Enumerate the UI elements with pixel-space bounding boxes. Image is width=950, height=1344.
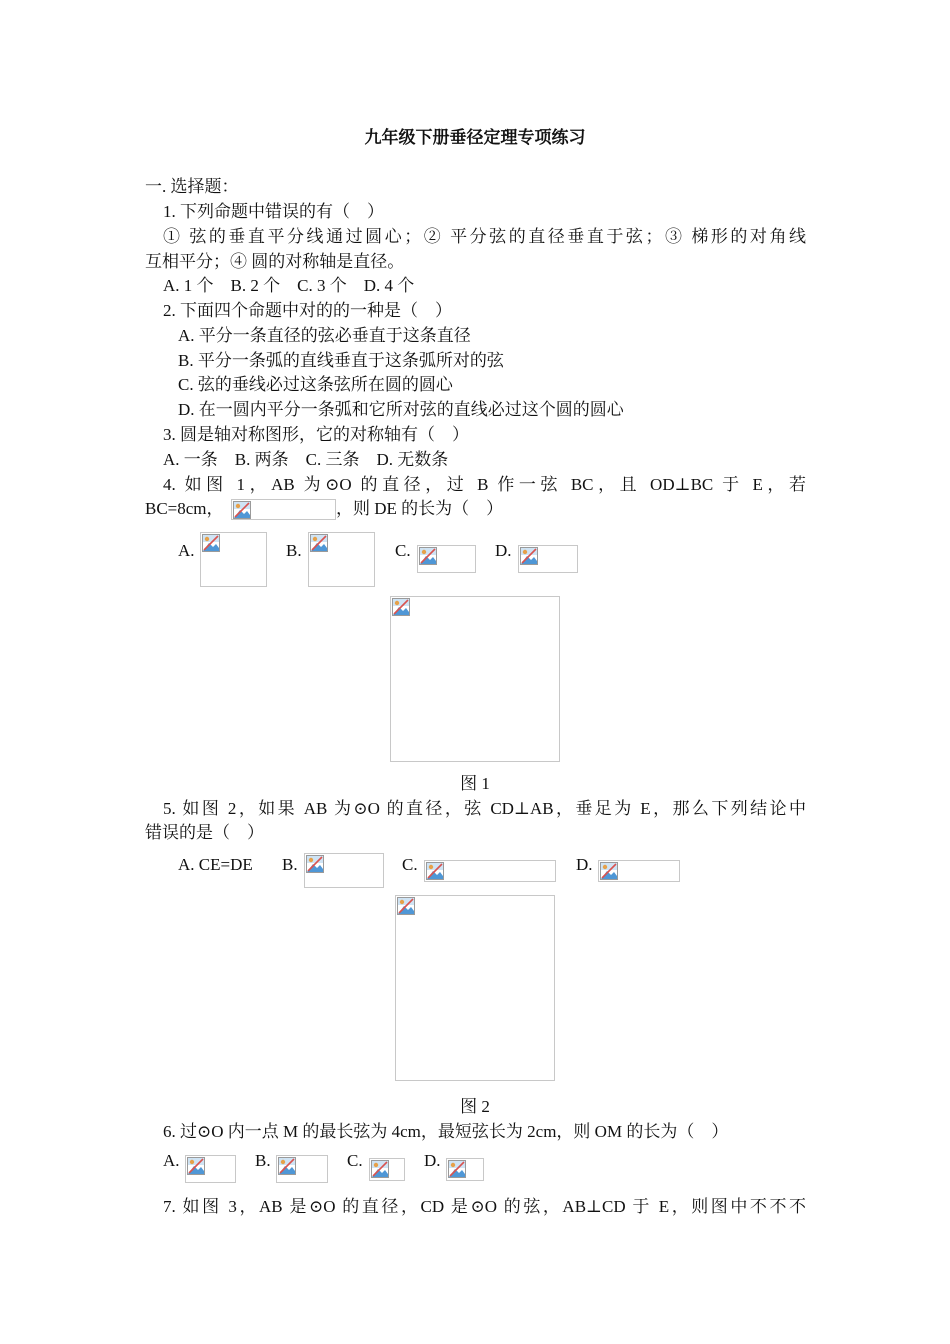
q4-inline-formula-image (231, 499, 336, 520)
q2-option-d: D. 在一圆内平分一条弧和它所对弦的直线必过这个圆的圆心 (178, 400, 624, 419)
broken-image-icon (426, 862, 444, 880)
q1-body-line1: ① 弦的垂直平分线通过圆心；② 平分弦的直径垂直于弦；③ 梯形的对角线 (163, 227, 806, 246)
q6-option-b-image (276, 1155, 328, 1183)
broken-image-icon (600, 862, 618, 880)
broken-image-icon (310, 534, 328, 552)
q6-stem: 6. 过⊙O 内一点 M 的最长弦为 4cm，最短弦长为 2cm，则 OM 的长为（ ） (163, 1122, 729, 1141)
q6-option-d-image (446, 1158, 484, 1181)
broken-image-icon (202, 534, 220, 552)
broken-image-icon (419, 547, 437, 565)
q4-option-b-label: B. (286, 541, 302, 560)
q4-line2b: ，则 DE 的长为（ ） (336, 499, 504, 518)
q5-option-c-label: C. (402, 855, 418, 874)
broken-image-icon (278, 1157, 296, 1175)
q5-line1: 5. 如图 2，如果 AB 为⊙O 的直径，弦 CD⊥AB，垂足为 E，那么下列结论中 (163, 799, 806, 818)
q1-stem: 1. 下列命题中错误的有（ ） (163, 202, 384, 221)
q6-option-c-image (369, 1158, 405, 1181)
broken-image-icon (448, 1160, 466, 1178)
q5-option-d-image (598, 860, 680, 882)
broken-image-icon (520, 547, 538, 565)
q3-stem: 3. 圆是轴对称图形，它的对称轴有（ ） (163, 425, 469, 444)
q2-option-a: A. 平分一条直径的弦必垂直于这条直径 (178, 326, 471, 345)
q3-options: A. 一条 B. 两条 C. 三条 D. 无数条 (163, 450, 449, 469)
section-heading: 一. 选择题： (145, 177, 239, 196)
q1-options: A. 1 个 B. 2 个 C. 3 个 D. 4 个 (163, 276, 415, 295)
broken-image-icon (306, 855, 324, 873)
figure-1-caption: 图 1 (460, 774, 490, 793)
q5-option-d-label: D. (576, 855, 593, 874)
q2-option-b: B. 平分一条弧的直线垂直于这条弧所对的弦 (178, 351, 504, 370)
q1-body-line2: 互相平分；④ 圆的对称轴是直径。 (145, 252, 405, 271)
q4-line1: 4. 如图 1，AB 为⊙O 的直径，过 B 作一弦 BC，且 OD⊥BC 于 E，若 (163, 475, 806, 494)
q2-stem: 2. 下面四个命题中对的的一种是（ ） (163, 301, 452, 320)
broken-image-icon (187, 1157, 205, 1175)
broken-image-icon (371, 1160, 389, 1178)
q5-option-a: A. CE=DE (178, 855, 253, 874)
q5-line2: 错误的是（ ） (145, 823, 264, 842)
broken-image-icon (392, 598, 410, 616)
q6-option-c-label: C. (347, 1151, 363, 1170)
q4-option-d-image (518, 545, 578, 573)
q4-option-c-label: C. (395, 541, 411, 560)
q2-option-c: C. 弦的垂线必过这条弦所在圆的圆心 (178, 375, 453, 394)
figure-2-caption: 图 2 (460, 1097, 490, 1116)
q6-option-b-label: B. (255, 1151, 271, 1170)
q5-option-b-image (304, 853, 384, 888)
q6-option-a-image (185, 1155, 236, 1183)
q4-option-c-image (417, 545, 476, 573)
q4-option-a-image (200, 532, 267, 587)
figure-1-image (390, 596, 560, 762)
q5-option-c-image (424, 860, 556, 882)
q7-line1: 7. 如图 3，AB 是⊙O 的直径，CD 是⊙O 的弦，AB⊥CD 于 E，则图中不不不 (163, 1197, 806, 1216)
q5-option-b-label: B. (282, 855, 298, 874)
q4-option-a-label: A. (178, 541, 195, 560)
broken-image-icon (397, 897, 415, 915)
q6-option-d-label: D. (424, 1151, 441, 1170)
q6-option-a-label: A. (163, 1151, 180, 1170)
broken-image-icon (233, 501, 251, 519)
figure-2-image (395, 895, 555, 1081)
q4-option-d-label: D. (495, 541, 512, 560)
page-title: 九年级下册垂径定理专项练习 (364, 128, 586, 147)
q4-option-b-image (308, 532, 375, 587)
q4-line2a: BC=8cm， (145, 499, 224, 518)
